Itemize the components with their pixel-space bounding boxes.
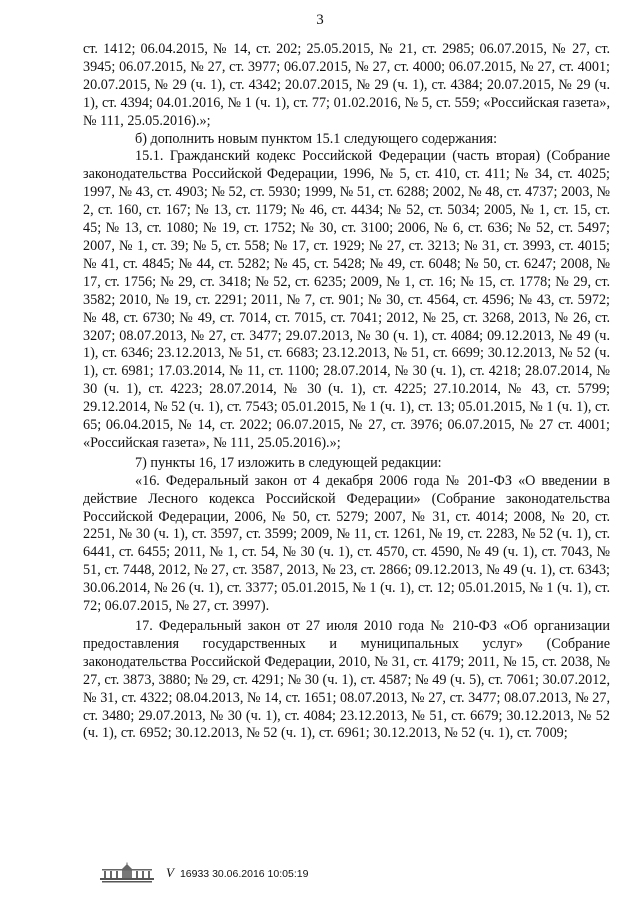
registration-stamp <box>166 865 308 881</box>
registration-number-datetime: 16933 30.06.2016 10:05:19 <box>179 868 309 880</box>
page-number: 3 <box>316 12 324 28</box>
paragraph-item-b: б) дополнить новым пунктом 15.1 следующего содержания: <box>135 130 498 147</box>
government-building-icon <box>98 862 156 884</box>
stamp-mark: V <box>166 865 174 880</box>
paragraph-item-7: 7) пункты 16, 17 изложить в следующей редакции: <box>135 454 442 471</box>
paragraph-16: «16. Федеральный закон от 4 декабря 2006 года № 201-ФЗ «О введении в действие Лесного кодекса Российской Федерации» (Собрание законодательства Российской Федерации, 2006, № 50, ст. 5279; 2007, № 31, ст. 4014; 2008, № 20, ст. 2251, № 30 (ч. 1), ст. 3597, ст. 3599; 2009, № 11, ст. 1261, № 19, ст. 2283, № 52 (ч. 1), ст. 6441, ст. 6455; 2011, № 1, ст. 54, № 30 (ч. 1), ст. 4570, ст. 4590, № 49 (ч. 1), ст. 7043, № 51, ст. 7448, 2012, № 27, ст. 3587, 2013, № 23, ст. 2866; 09.12.2013, № 49 (ч. 1), ст. 6343; 30.06.2014, № 26 (ч. 1), ст. 3377; 05.01.2015, № 1 (ч. 1), ст. 12; 05.01.2015, № 1 (ч. 1), ст. 72; 06.07.2015, № 27, ст. 3997). <box>83 472 610 615</box>
paragraph-17: 17. Федеральный закон от 27 июля 2010 года № 210-ФЗ «Об организации предоставления государственных и муниципальных услуг» (Собрание законодательства Российской Федерации, 2010, № 31, ст. 4179; 2011, № 15, ст. 2038, № 27, ст. 3873, 3880; № 29, ст. 4291; № 30 (ч. 1), ст. 4587; № 49 (ч. 5), ст. 7061; 30.07.2012, № 31, ст. 4322; 08.04.2013, № 14, ст. 1651; 08.07.2013, № 27, ст. 3477; 08.07.2013, № 27, ст. 3480; 29.07.2013, № 30 (ч. 1), ст. 4084; 23.12.2013, № 51, ст. 6679; 30.12.2013, № 52 (ч. 1), ст. 6952; 30.12.2013, № 52 (ч. 1), ст. 6961; 30.12.2013, № 52 (ч. 1), ст. 7009; <box>83 618 610 742</box>
paragraph-citations-continued: ст. 1412; 06.04.2015, № 14, ст. 202; 25.05.2015, № 21, ст. 2985; 06.07.2015, № 27, ст. 3945; 06.07.2015, № 27, ст. 3977; 06.07.2015, № 27, ст. 4000; 06.07.2015, № 27, ст. 4001; 20.07.2015, № 29 (ч. 1), ст. 4342; 20.07.2015, № 29 (ч. 1), ст. 4384; 20.07.2015, № 29 (ч. 1), ст. 4394; 04.01.2016, № 1 (ч. 1), ст. 77; 01.02.2016, № 5, ст. 559; «Российская газета», № 111, 25.05.2016).»; <box>83 41 610 129</box>
document-body <box>83 41 610 743</box>
document-footer <box>98 862 308 884</box>
paragraph-15-1: 15.1. Гражданский кодекс Российской Федерации (часть вторая) (Собрание законодательства Российской Федерации, 1996, № 5, ст. 410, ст. 411; № 34, ст. 4025; 1997, № 43, ст. 4903; № 52, ст. 5930; 1999, № 51, ст. 6288; 2002, № 48, ст. 4737; 2003, № 2, ст. 160, ст. 167; № 13, ст. 1179; № 46, ст. 4434; № 52, ст. 5034; 2005, № 1, ст. 15, ст. 45; № 13, ст. 1080; № 19, ст. 1752; № 30, ст. 3100; 2006, № 6, ст. 636; № 52, ст. 5497; 2007, № 1, ст. 39; № 5, ст. 558; № 17, ст. 1929; № 27, ст. 3213; № 31, ст. 3993, ст. 4015; № 41, ст. 4845; № 44, ст. 5282; № 45, ст. 5428; № 49, ст. 6048; № 50, ст. 6247; 2008, № 17, ст. 1756; № 29, ст. 3418; № 52, ст. 6235; 2009, № 1, ст. 16; № 15, ст. 1778; № 29, ст. 3582; 2010, № 19, ст. 2291; 2011, № 7, ст. 901; № 30, ст. 4564, ст. 4596; № 43, ст. 5972; № 48, ст. 6730; № 49, ст. 7014, ст. 7015, ст. 7041; 2012, № 25, ст. 3268, 2013, № 26, ст. 3207; 08.07.2013, № 27, ст. 3477; 29.07.2013, № 30 (ч. 1), ст. 4084; 09.12.2013, № 49 (ч. 1), ст. 6346; 23.12.2013, № 51, ст. 6683; 23.12.2013, № 51, ст. 6699; 30.12.2013, № 52 (ч. 1), ст. 6981; 17.03.2014, № 11, ст. 1100; 28.07.2014, № 30 (ч. 1), ст. 4218; 28.07.2014, № 30 (ч. 1), ст. 4223; 28.07.2014, № 30 (ч. 1), ст. 4225; 27.10.2014, № 43, ст. 5799; 29.12.2014, № 52 (ч. 1), ст. 7543; 05.01.2015, № 1 (ч. 1), ст. 13; 05.01.2015, № 1 (ч. 1), ст. 65; 06.04.2015, № 14, ст. 2022; 06.07.2015, № 27, ст. 3976; 06.07.2015, № 27 ст. 4001; «Российская газета», № 111, 25.05.2016).»; <box>83 148 610 451</box>
